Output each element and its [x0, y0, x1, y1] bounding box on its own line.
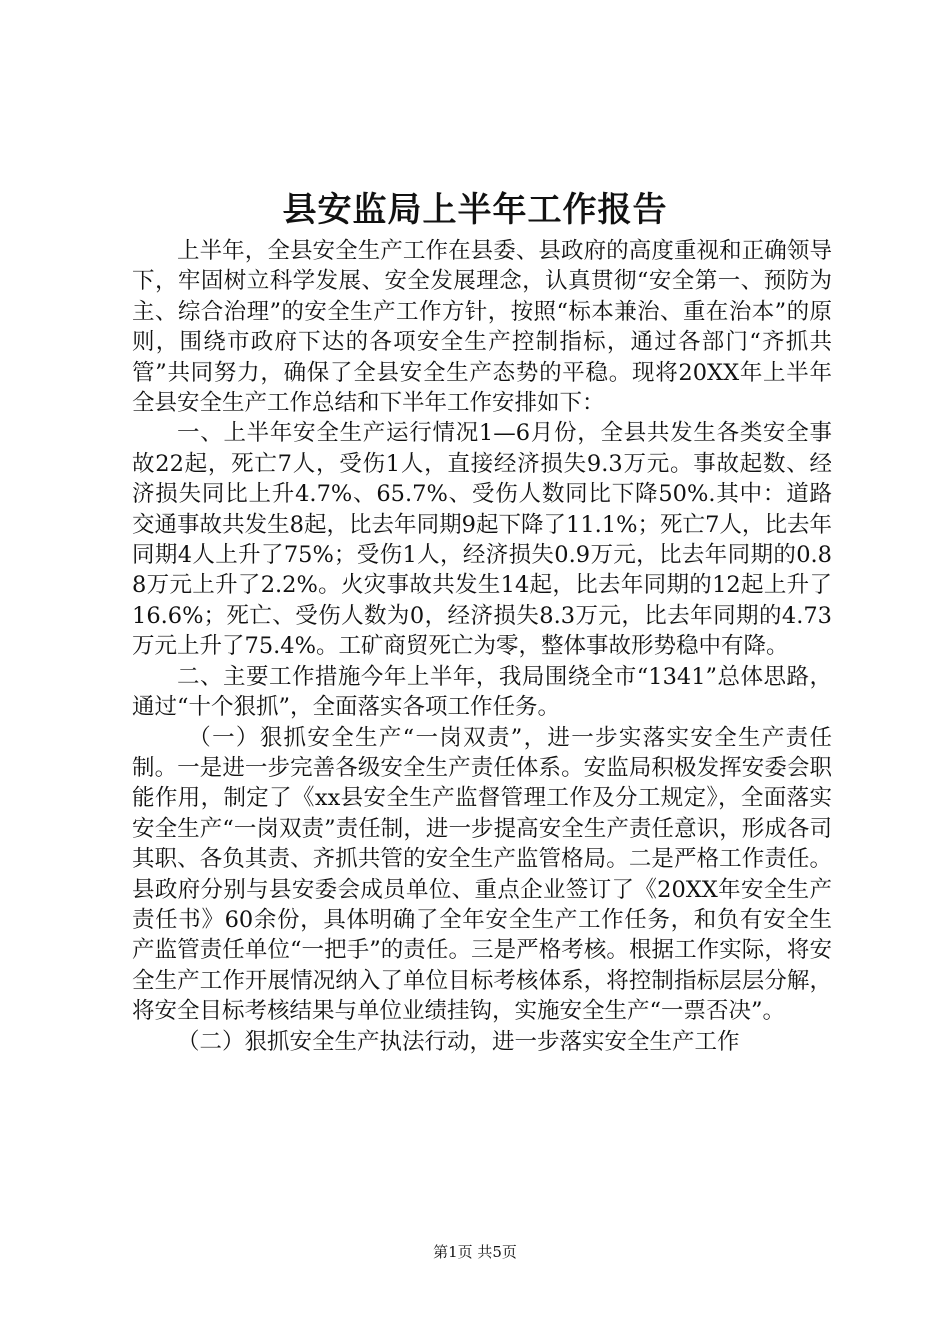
paragraph-subsection-one: （一）狠抓安全生产“一岗双责”，进一步实落实安全生产责任制。一是进一步完善各级安全生产责任体系。安监局积极发挥安委会职能作用，制定了《xx县安全生产监督管理工作及分工规定》，全面落实安全生产“一岗双责”责任制，进一步提高安全生产责任意识，形成各司其职、各负其责、齐抓共管的安全生产监管格局。二是严格工作责任。县政府分别与县安委会成员单位、重点企业签订了《20XX年安全生产责任书》60余份，具体明确了全年安全生产工作任务，和负有安全生产监管责任单位“一把手”的责任。三是严格考核。根据工作实际，将安全生产工作开展情况纳入了单位目标考核体系，将控制指标层层分解，将安全目标考核结果与单位业绩挂钩，实施安全生产“一票否决”。 [132, 724, 832, 1025]
paragraph-section-two: 二、主要工作措施今年上半年，我局围绕全市“1341”总体思路，通过“十个狠抓”，全面落实各项工作任务。 [132, 663, 832, 721]
paragraph-intro: 上半年，全县安全生产工作在县委、县政府的高度重视和正确领导下，牢固树立科学发展、安全发展理念，认真贯彻“安全第一、预防为主、综合治理”的安全生产工作方针，按照“标本兼治、重在治本”的原则，围绕市政府下达的各项安全生产控制指标，通过各部门“齐抓共管”共同努力，确保了全县安全生产态势的平稳。现将20XX年上半年全县安全生产工作总结和下半年工作安排如下： [132, 238, 832, 417]
page-footer: 第1页 共5页 [433, 1243, 517, 1261]
document-body [132, 236, 832, 1057]
paragraph-subsection-two: （二）狠抓安全生产执法行动，进一步落实安全生产工作 [177, 1028, 740, 1055]
paragraph-section-one: 一、上半年安全生产运行情况1—6月份，全县共发生各类安全事故22起，死亡7人，受伤1人，直接经济损失9.3万元。事故起数、经济损失同比上升4.7%、65.7%、受伤人数同比下降50%.其中：道路交通事故共发生8起，比去年同期9起下降了11.1%；死亡7人，比去年同期4人上升了75%；受伤1人，经济损失0.9万元，比去年同期的0.88万元上升了2.2%。火灾事故共发生14起，比去年同期的12起上升了16.6%；死亡、受伤人数为0，经济损失8.3万元，比去年同期的4.73万元上升了75.4%。工矿商贸死亡为零，整体事故形势稳中有降。 [132, 420, 832, 660]
document-title: 县安监局上半年工作报告 [282, 190, 668, 230]
